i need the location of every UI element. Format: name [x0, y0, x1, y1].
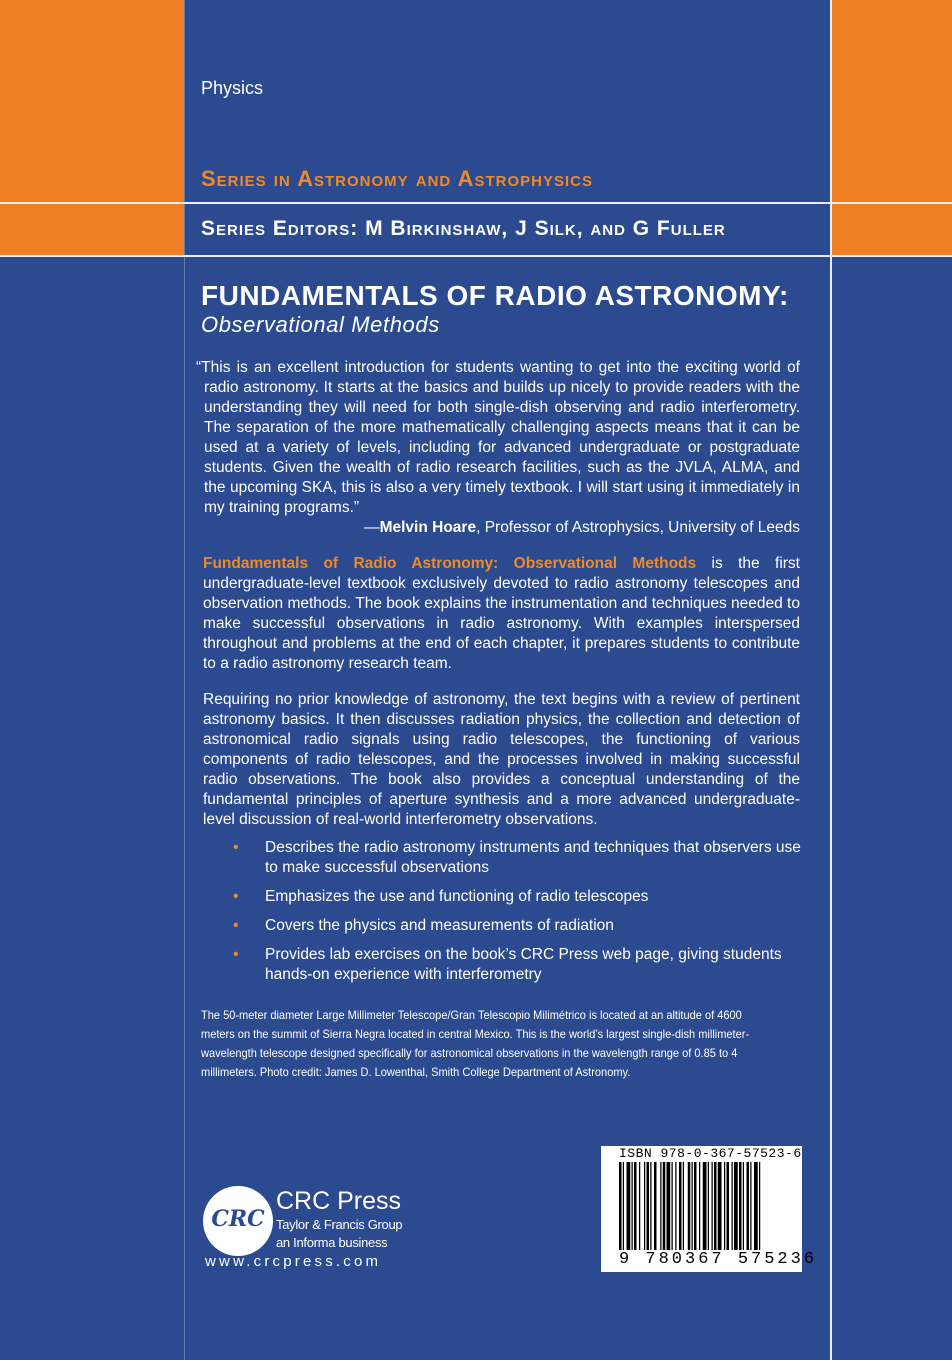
bullet-icon: • [233, 839, 239, 856]
description-paragraph-2: Requiring no prior knowledge of astronomy, the text begins with a review of pertinent astronomy basics. It then discusses radiation physics, the collection and detection of astronomical radio signals using radio telescopes, the functioning of various components of radio telescopes, and the processes involved in making successful radio observations. The book also provides a conceptual understanding of the fundamental principles of aperture synthesis and a more advanced undergraduate-level discussion of real-world interferometry observations. [203, 691, 800, 828]
barcode-bars-icon [613, 1162, 798, 1250]
publisher-business: an Informa business [276, 1235, 388, 1250]
list-item-text: Emphasizes the use and functioning of radio telescopes [265, 888, 649, 905]
quote-text: “This is an excellent introduction for students wanting to get into the exciting world of radio astronomy. It starts at the basics and builds up nicely to provide readers with the understanding they will need for both single-dish observing and radio interferometry. The separation of the more mathematically challenging aspects means that it can be used at a variety of levels, including for advanced undergraduate or postgraduate students. Given the wealth of radio research facilities, such as the JVLA, ALMA, and the upcoming SKA, this is also a very timely textbook. I will start using it immediately in my training programs.” [196, 359, 800, 516]
feature-list [230, 838, 805, 994]
isbn-barcode [601, 1146, 818, 1272]
bullet-icon: • [233, 888, 239, 905]
logo-text: CRC [211, 1206, 265, 1232]
list-item-text: Covers the physics and measurements of radiation [265, 917, 614, 934]
list-item [230, 838, 805, 878]
publisher-group: Taylor & Francis Group [276, 1217, 403, 1232]
quote-affiliation: , Professor of Astrophysics, University of Leeds [476, 519, 800, 536]
book-subtitle: Observational Methods [201, 312, 440, 337]
quote-author: Melvin Hoare [379, 519, 477, 536]
crc-logo-icon [203, 1186, 273, 1256]
barcode-digits: 9 780367 575236 [619, 1250, 818, 1269]
divider-right [830, 0, 832, 1360]
photo-caption: The 50-meter diameter Large Millimeter Telescope/Gran Telescopio Milimétrico is located at an altitude of 4600 meters on the summit of Sierra Negra located in central Mexico. This is the world’s largest single-dish millimeter-wavelength telescope designed specifically for astronomical observations in the wavelength range of 0.85 to 4 millimeters. Photo credit: James D. Lowenthal, Smith College Department of Astronomy. [201, 1008, 750, 1079]
list-item-text: Provides lab exercises on the book’s CRC Press web page, giving students hands-on experience with interferometry [265, 946, 782, 983]
isbn-label: ISBN 978-0-367-57523-6 [619, 1146, 802, 1161]
series-title: Series in Astronomy and Astrophysics [201, 166, 593, 191]
divider-series [0, 202, 952, 204]
bullet-icon: • [233, 917, 239, 934]
book-title: FUNDAMENTALS OF RADIO ASTRONOMY: [201, 280, 789, 311]
list-item-text: Describes the radio astronomy instruments and techniques that observers use to make successful observations [265, 839, 801, 876]
orange-band-right [830, 0, 952, 256]
quote-attribution [196, 518, 800, 538]
divider-editors [0, 255, 952, 257]
description-highlight: Fundamentals of Radio Astronomy: Observational Methods [203, 555, 697, 572]
description-p1-text: is the first undergraduate-level textbook exclusively devoted to radio astronomy telescopes and observation methods. The book explains the instrumentation and techniques needed to make successful observations in radio astronomy. With examples interspersed throughout and problems at the end of each chapter, it prepares students to contribute to a radio astronomy research team. [203, 555, 800, 672]
endorsement-quote [196, 358, 800, 538]
list-item [230, 887, 805, 907]
category-label: Physics [201, 78, 264, 98]
orange-band-left [0, 0, 184, 256]
quote-dash: — [364, 519, 380, 536]
series-editors: Series Editors: M Birkinshaw, J Silk, and G Fuller [201, 217, 726, 240]
description-paragraph-1 [203, 554, 800, 674]
publisher-name: CRC Press [276, 1187, 402, 1215]
list-item [230, 916, 805, 936]
list-item [230, 945, 805, 985]
bullet-icon: • [233, 946, 239, 963]
divider-left [184, 0, 185, 1360]
publisher-url: www.crcpress.com [205, 1253, 382, 1270]
